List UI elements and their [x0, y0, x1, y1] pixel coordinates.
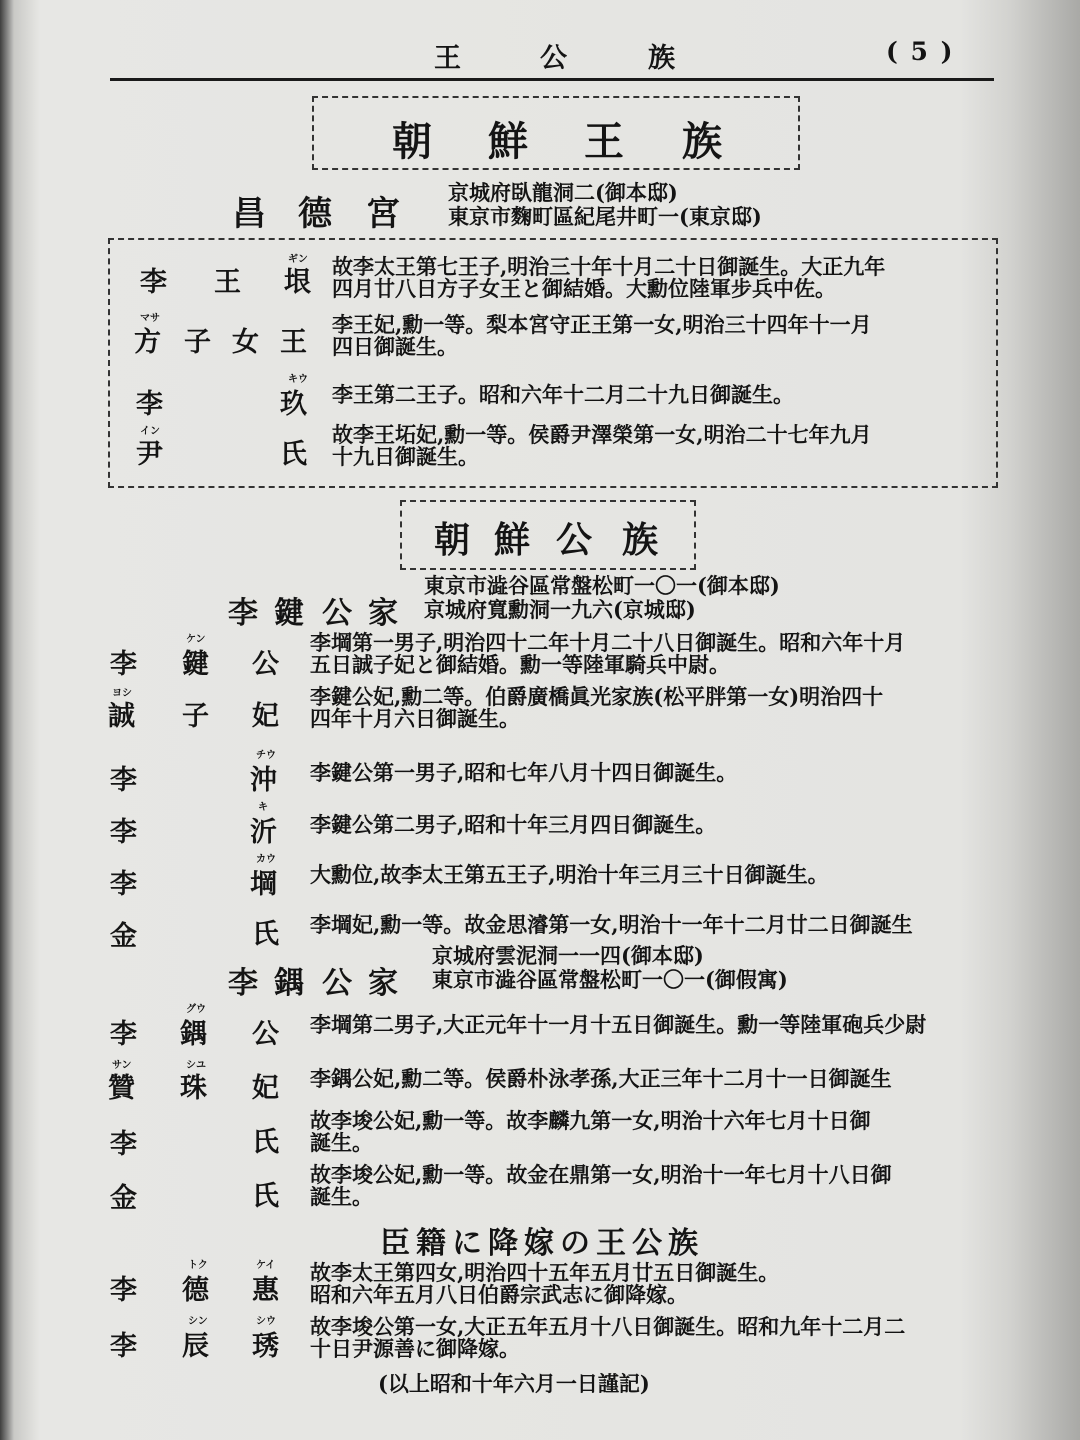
mo-member-2-desc-2: 十日尹源善に御降嫁。 — [310, 1336, 520, 1361]
house-2-address-2: 東京市澁谷區常盤松町一〇一(御假寓) — [432, 967, 788, 992]
h2-member-3-char-2: 氏 — [252, 1127, 279, 1158]
royal-member-3-desc-1: 李王第二王子。昭和六年十二月二十九日御誕生。 — [332, 382, 794, 407]
royal-member-3-char-2: 玖 — [280, 389, 307, 420]
royal-member-2-ruby: マサ — [140, 313, 160, 324]
palace-address-2: 東京市麴町區紀尾井町一(東京邸) — [448, 204, 762, 229]
h2-member-4-char-2: 氏 — [252, 1181, 279, 1212]
house-1-name-char-3: 公 — [322, 596, 352, 631]
house-1-name-char-2: 鍵 — [274, 596, 304, 631]
h1-member-1-char-2: 鍵 — [182, 649, 209, 680]
palace-address-1: 京城府臥龍洞二(御本邸) — [448, 180, 678, 205]
royal-title-char-2: 鮮 — [488, 118, 528, 165]
h2-member-1-ruby: グウ — [186, 1004, 206, 1015]
princely-title-char-2: 鮮 — [494, 519, 531, 561]
royal-member-4-ruby: イン — [140, 426, 160, 437]
royal-member-3-ruby: キウ — [288, 374, 308, 385]
footer-note: (以上昭和十年六月一日謹記) — [378, 1371, 650, 1396]
mo-member-1-char-2: 德 — [182, 1275, 209, 1306]
royal-member-2-desc-2: 四日御誕生。 — [332, 334, 458, 359]
royal-member-1-char-1: 李 — [140, 267, 167, 298]
h1-member-2-desc-1: 李鍵公妃,勳二等。伯爵廣橋眞光家族(松平胖第一女)明治四十 — [310, 684, 884, 709]
h2-member-1-char-2: 鍝 — [180, 1019, 207, 1050]
royal-member-4-desc-1: 故李王坧妃,勳一等。侯爵尹澤榮第一女,明治二十七年九月 — [332, 422, 872, 447]
princely-title-char-4: 族 — [622, 519, 659, 561]
house-1-name-char-4: 家 — [368, 596, 398, 631]
h2-member-2-char-2: 珠 — [180, 1073, 207, 1104]
mo-member-2-char-1: 李 — [110, 1331, 137, 1362]
h1-member-4-char-1: 李 — [110, 817, 137, 848]
h1-member-6-char-1: 金 — [110, 921, 137, 952]
h1-member-2-char-1: 誠 — [108, 701, 135, 732]
palace-name-char-1: 昌 — [232, 194, 266, 234]
h2-member-4-desc-1: 故李埈公妃,勳一等。故金在鼎第一女,明治十一年七月十八日御 — [310, 1162, 892, 1187]
h1-member-2-char-2: 子 — [182, 701, 209, 732]
house-1-address-1: 東京市澁谷區常盤松町一〇一(御本邸) — [424, 573, 780, 598]
h2-member-1-char-1: 李 — [110, 1019, 137, 1050]
palace-name-char-3: 宮 — [366, 194, 400, 234]
h2-member-2-ruby-1: サン — [112, 1060, 132, 1071]
mo-member-2-char-2: 辰 — [182, 1331, 209, 1362]
h2-member-1-char-3: 公 — [252, 1019, 279, 1050]
running-title-char-1: 王 — [434, 43, 463, 74]
royal-member-3-char-1: 李 — [136, 389, 163, 420]
h1-member-3-desc-1: 李鍵公第一男子,昭和七年八月十四日御誕生。 — [310, 760, 738, 785]
h1-member-4-desc-1: 李鍵公第二男子,昭和十年三月四日御誕生。 — [310, 812, 717, 837]
h1-member-4-char-2: 沂 — [250, 817, 277, 848]
h1-member-3-ruby: チウ — [256, 750, 276, 761]
mo-member-2-char-3: 琇 — [252, 1331, 279, 1362]
royal-member-2-desc-1: 李王妃,勳一等。梨本宮守正王第一女,明治三十四年十一月 — [332, 312, 872, 337]
royal-member-1-desc-2: 四月廿八日方子女王と御結婚。大勳位陸軍步兵中佐。 — [332, 276, 836, 301]
h2-member-3-char-1: 李 — [110, 1129, 137, 1160]
h2-member-3-desc-1: 故李埈公妃,勳一等。故李麟九第一女,明治十六年七月十日御 — [310, 1108, 871, 1133]
h1-member-2-ruby: ヨシ — [112, 688, 132, 699]
h1-member-1-desc-2: 五日誠子妃と御結婚。勳一等陸軍騎兵中尉。 — [310, 652, 730, 677]
royal-member-1-char-3: 垠 — [284, 267, 311, 298]
h1-member-6-desc-1: 李堈妃,勳一等。故金思濬第一女,明治十一年十二月廿二日御誕生 — [310, 912, 913, 937]
house-2-name-char-2: 鍝 — [274, 966, 304, 1001]
h1-member-6-char-2: 氏 — [252, 919, 279, 950]
royal-member-4-char-1: 尹 — [136, 439, 163, 470]
house-2-name-char-1: 李 — [228, 966, 258, 1001]
princely-title-char-3: 公 — [556, 519, 593, 561]
princely-title-char-1: 朝 — [434, 519, 471, 561]
royal-member-4-char-2: 氏 — [280, 439, 307, 470]
mo-member-1-char-3: 惠 — [252, 1275, 279, 1306]
mo-member-1-desc-1: 故李太王第四女,明治四十五年五月廿五日御誕生。 — [310, 1260, 780, 1285]
h1-member-1-char-3: 公 — [252, 649, 279, 680]
mo-member-2-ruby-1: シン — [188, 1316, 208, 1327]
house-2-name-char-4: 家 — [368, 966, 398, 1001]
royal-member-2-char-3: 女 — [232, 327, 259, 358]
h1-member-1-ruby: ケン — [186, 634, 206, 645]
house-2-address-1: 京城府雲泥洞一一四(御本邸) — [432, 943, 704, 968]
h2-member-2-ruby-2: シユ — [186, 1060, 206, 1071]
royal-member-1-ruby: ギン — [288, 254, 308, 265]
running-title-char-3: 族 — [648, 43, 677, 74]
h2-member-2-desc-1: 李鍝公妃,勳二等。侯爵朴泳孝孫,大正三年十二月十一日御誕生 — [310, 1066, 892, 1091]
h2-member-2-char-1: 贊 — [108, 1073, 135, 1104]
royal-member-2-char-2: 子 — [184, 327, 211, 358]
h1-member-2-desc-2: 四年十月六日御誕生。 — [310, 706, 520, 731]
running-title-char-2: 公 — [540, 43, 569, 74]
royal-title-char-3: 王 — [584, 118, 624, 165]
royal-title-box — [312, 96, 800, 170]
royal-member-2-char-4: 王 — [280, 327, 307, 358]
h1-member-2-char-3: 妃 — [252, 701, 279, 732]
h2-member-4-char-1: 金 — [110, 1183, 137, 1214]
royal-title-char-4: 族 — [682, 118, 722, 165]
mo-member-1-desc-2: 昭和六年五月八日伯爵宗武志に御降嫁。 — [310, 1282, 688, 1307]
h2-member-3-desc-2: 誕生。 — [310, 1130, 373, 1155]
royal-member-1-desc-1: 故李太王第七王子,明治三十年十月二十日御誕生。大正九年 — [332, 254, 886, 279]
page-number: ( 5 ) — [886, 37, 955, 66]
h2-member-4-desc-2: 誕生。 — [310, 1184, 373, 1209]
h1-member-5-char-2: 堈 — [250, 869, 277, 900]
h1-member-5-desc-1: 大勳位,故李太王第五王子,明治十年三月三十日御誕生。 — [310, 862, 829, 887]
h1-member-4-ruby: キ — [258, 802, 268, 813]
married-out-heading: 臣籍に降嫁の王公族 — [380, 1226, 704, 1261]
house-1-address-2: 京城府寬勳洞一九六(京城邸) — [424, 597, 696, 622]
h1-member-5-ruby: カウ — [256, 854, 276, 865]
house-1-name-char-1: 李 — [228, 596, 258, 631]
royal-member-1-char-2: 王 — [214, 267, 241, 298]
royal-member-2-char-1: 方 — [134, 327, 161, 358]
h2-member-2-char-3: 妃 — [252, 1073, 279, 1104]
mo-member-1-ruby-1: トク — [188, 1260, 208, 1271]
royal-member-4-desc-2: 十九日御誕生。 — [332, 444, 479, 469]
h2-member-1-desc-1: 李堈第二男子,大正元年十一月十五日御誕生。勳一等陸軍砲兵少尉 — [310, 1012, 927, 1037]
h1-member-3-char-2: 沖 — [250, 765, 277, 796]
mo-member-1-char-1: 李 — [110, 1275, 137, 1306]
mo-member-2-ruby-2: シウ — [256, 1316, 276, 1327]
house-2-name-char-3: 公 — [322, 966, 352, 1001]
palace-name-char-2: 德 — [298, 194, 332, 234]
h1-member-5-char-1: 李 — [110, 869, 137, 900]
h1-member-1-char-1: 李 — [110, 649, 137, 680]
mo-member-1-ruby-2: ケイ — [256, 1260, 276, 1271]
mo-member-2-desc-1: 故李埈公第一女,大正五年五月十八日御誕生。昭和九年十二月二 — [310, 1314, 906, 1339]
h1-member-3-char-1: 李 — [110, 765, 137, 796]
h1-member-1-desc-1: 李堈第一男子,明治四十二年十月二十八日御誕生。昭和六年十月 — [310, 630, 906, 655]
royal-title-char-1: 朝 — [392, 118, 432, 165]
header-rule — [110, 78, 994, 81]
